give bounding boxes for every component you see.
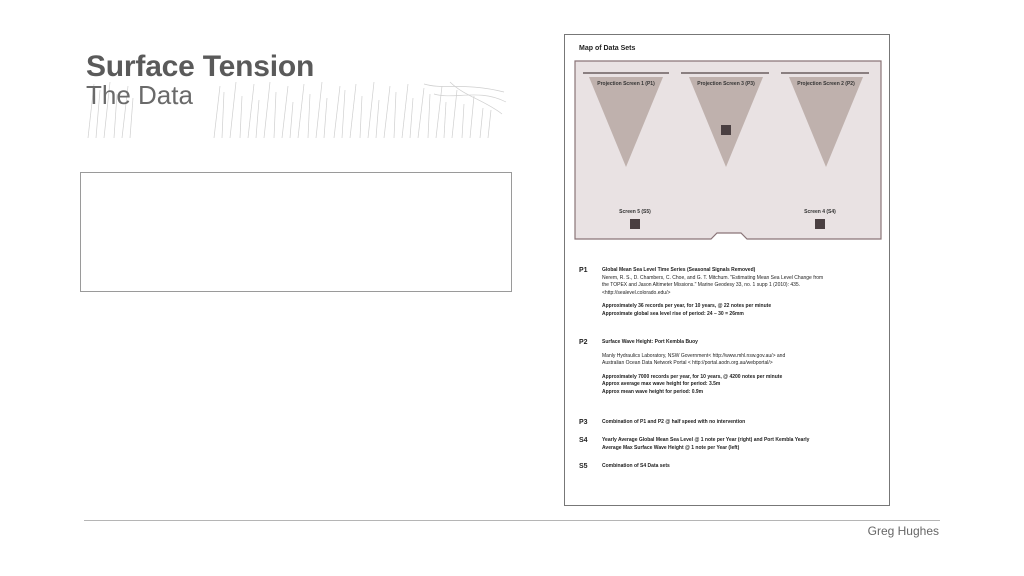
entry-citation-line: Australian Ocean Data Network Portal < http://portal.aodn.org.au/webportal/> bbox=[602, 360, 773, 367]
projection-label-p3: Projection Screen 3 (P3) bbox=[697, 81, 755, 87]
entry-citation-line: <http://sealevel.colorado.edu/> bbox=[602, 289, 671, 296]
screen-label-s4: Screen 4 (S4) bbox=[804, 209, 836, 215]
data-sets-document bbox=[564, 34, 890, 506]
author-name: Greg Hughes bbox=[867, 524, 939, 538]
speaker-marker-s5 bbox=[630, 219, 640, 229]
footer-divider bbox=[84, 520, 940, 521]
projection-label-p2: Projection Screen 2 (P2) bbox=[797, 81, 855, 87]
entry-note: Approximately 7000 records per year, for 10 years, @ 4200 notes per minute bbox=[602, 373, 783, 380]
entry-title: Global Mean Sea Level Time Series (Seasonal Signals Removed) bbox=[602, 267, 756, 273]
map-title: Map of Data Sets bbox=[579, 45, 636, 52]
entry-citation-line: the TOPEX and Jason Altimeter Missions." Marine Geodesy 33, no. 1 supp 1 (2010): 435. bbox=[602, 282, 801, 289]
empty-text-box bbox=[80, 172, 512, 292]
entry-note: Approximately 36 records per year, for 10 years, @ 22 notes per minute bbox=[602, 303, 772, 310]
entry-code: P1 bbox=[579, 267, 588, 274]
entry-note: Approximate global sea level rise of period: 24 – 30 = 26mm bbox=[602, 310, 744, 317]
entry-code: P2 bbox=[579, 339, 588, 346]
entry-citation-line: Manly Hydraulics Laboratory, NSW Government< http://www.mhl.nsw.gov.au/> and bbox=[602, 352, 786, 359]
speaker-marker-s4 bbox=[815, 219, 825, 229]
entry-note: Approx average max wave height for period: 3.5m bbox=[602, 381, 721, 388]
entry-title: Yearly Average Global Mean Sea Level @ 1 note per Year (right) and Port Kembla Yearly bbox=[602, 437, 810, 443]
entry-title: Surface Wave Height: Port Kembla Buoy bbox=[602, 339, 698, 345]
speaker-marker-p3 bbox=[721, 125, 731, 135]
entry-citation-line: Nerem, R. S., D. Chambers, C. Choe, and G. T. Mitchum. "Estimating Mean Sea Level Change from bbox=[602, 274, 824, 281]
entry-code: P3 bbox=[579, 419, 588, 426]
projection-label-p1: Projection Screen 1 (P1) bbox=[597, 81, 655, 87]
entry-code: S5 bbox=[579, 463, 588, 470]
entry-title-continued: Average Max Surface Wave Height @ 1 note per Year (left) bbox=[602, 444, 740, 451]
screen-label-s5: Screen 5 (S5) bbox=[619, 209, 651, 215]
entry-note: Approx mean wave height for period: 0.9m bbox=[602, 388, 704, 395]
data-sets-map bbox=[565, 35, 891, 267]
entry-code: S4 bbox=[579, 437, 588, 444]
entry-title: Combination of P1 and P2 @ half speed with no intervention bbox=[602, 419, 746, 425]
page-subtitle: The Data bbox=[86, 80, 193, 110]
page-title: Surface Tension bbox=[86, 50, 315, 83]
entry-title: Combination of S4 Data sets bbox=[602, 463, 670, 469]
